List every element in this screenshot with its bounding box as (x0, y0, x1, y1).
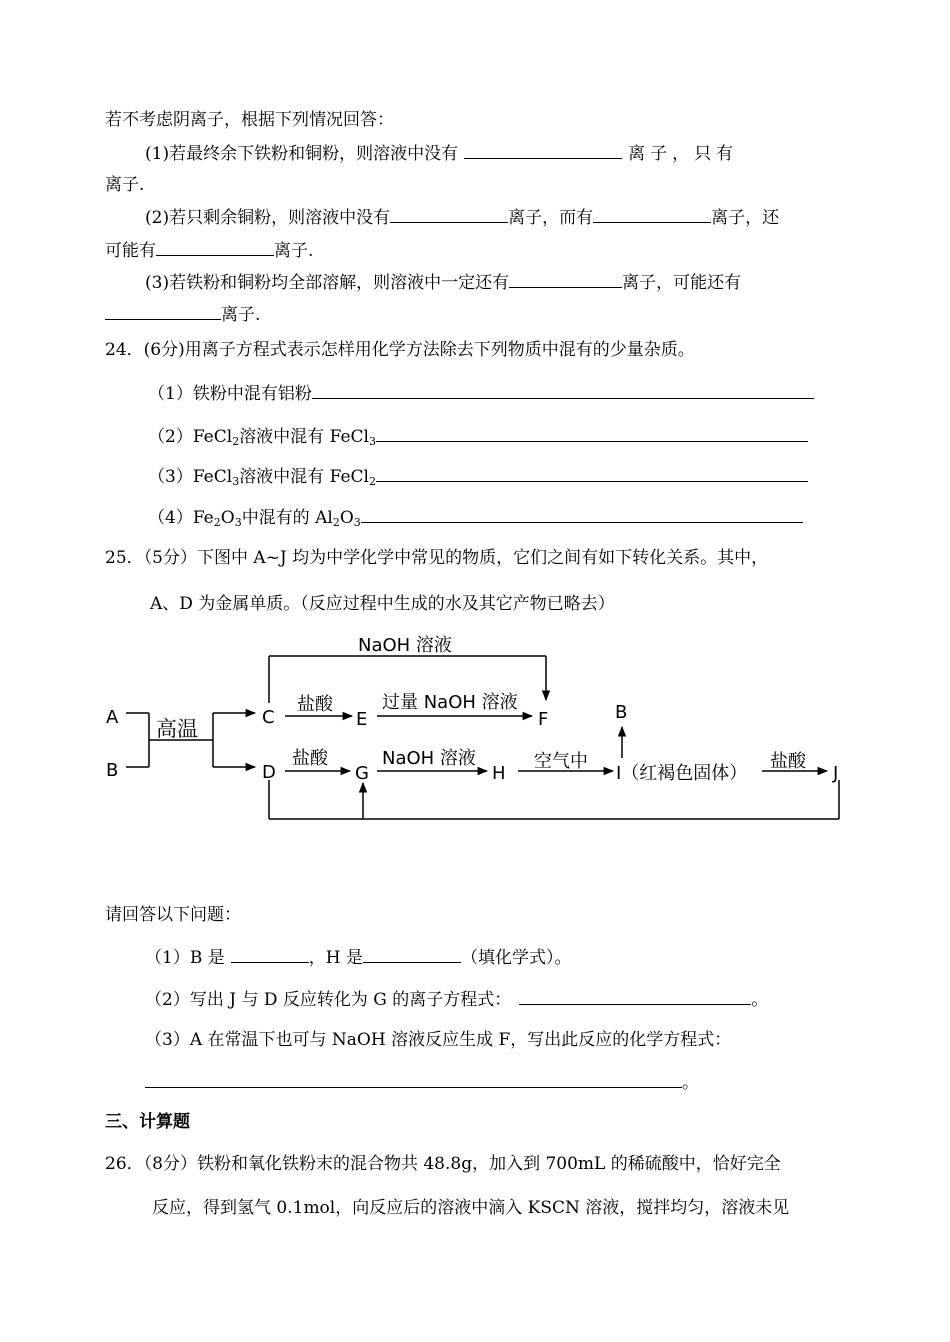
answer-blank[interactable] (156, 241, 274, 256)
q24-item1-text: （1）铁粉中混有铝粉 (148, 384, 312, 404)
q23-part2-text-a: (2)若只剩余铜粉，则溶液中没有 (145, 208, 391, 228)
q23-part1-text-b: 离子，只有 (628, 144, 739, 164)
q24-item3 (148, 467, 808, 486)
q23-part1-line2: 离子. (105, 175, 145, 195)
label-excess-naoh: 过量 NaOH 溶液 (382, 692, 518, 713)
q25-sub2-b: 。 (751, 990, 769, 1010)
answer-blank[interactable] (509, 273, 622, 288)
q24-item4-c: 中混有的 Al (241, 508, 333, 528)
label-air: 空气中 (534, 751, 588, 772)
q23-part2-text-e: 离子. (274, 241, 314, 261)
node-A: A (106, 707, 119, 728)
answer-blank[interactable] (231, 948, 309, 963)
node-G: G (355, 763, 369, 784)
subscript: 3 (232, 475, 240, 488)
q25-sub2-a: （2）写出 J 与 D 反应转化为 G 的离子方程式： (145, 990, 512, 1010)
q23-intro: 若不考虑阴离子，根据下列情况回答： (105, 110, 394, 130)
q25-title: 25．（5分）下图中 A~J 均为中学化学中常见的物质，它们之间有如下转化关系。其中， (105, 548, 769, 568)
answer-blank[interactable] (376, 467, 808, 482)
label-naoh-top: NaOH 溶液 (358, 635, 452, 656)
q23-part2-line2 (105, 241, 313, 260)
q26-line1: 26．（8分）铁粉和氧化铁粉末的混合物共 48.8g，加入到 700mL 的稀硫酸中，恰好完全 (105, 1154, 781, 1174)
q24-item3-a: （3）FeCl (148, 467, 233, 487)
q25-sub1-a: （1）B 是 (145, 948, 225, 968)
answer-blank[interactable] (145, 1073, 682, 1088)
q24-item2 (148, 427, 808, 446)
q23-part1-text-a: (1)若最终余下铁粉和铜粉，则溶液中没有 (145, 144, 459, 164)
answer-blank[interactable] (105, 305, 221, 320)
subscript: 2 (213, 516, 221, 529)
answer-blank[interactable] (519, 990, 751, 1005)
q25-title2: A、D 为金属单质。（反应过程中生成的水及其它产物已略去） (150, 594, 615, 614)
subscript: 2 (368, 475, 376, 488)
node-J: J (833, 763, 839, 784)
q23-part3-line (145, 273, 741, 292)
node-C: C (262, 707, 275, 728)
q23-part3-text-c: 离子. (221, 305, 261, 325)
q25-ask: 请回答以下问题： (105, 905, 241, 925)
subscript: 3 (234, 516, 242, 529)
q24-item2-b: 溶液中混有 FeCl (239, 427, 369, 447)
q23-part3-text-b: 离子，可能还有 (622, 273, 742, 293)
node-B-product: B (615, 702, 628, 723)
q24-item1 (148, 384, 814, 403)
label-naoh-2: NaOH 溶液 (382, 748, 476, 769)
answer-blank[interactable] (464, 144, 622, 159)
subscript: 3 (368, 435, 376, 448)
q25-sub1 (145, 948, 571, 967)
q23-part1-line (145, 144, 738, 163)
q24-title: 24．(6分)用离子方程式表示怎样用化学方法除去下列物质中混有的少量杂质。 (105, 340, 695, 360)
node-F: F (538, 709, 549, 730)
q23-part2-text-d: 可能有 (105, 241, 156, 261)
q23-part3-text-a: (3)若铁粉和铜粉均全部溶解，则溶液中一定还有 (145, 273, 510, 293)
q25-sub2 (145, 990, 768, 1009)
answer-blank[interactable] (363, 948, 461, 963)
q25-sub1-c: （填化学式）。 (460, 948, 572, 968)
q25-sub3-answer (145, 1073, 699, 1092)
reaction-flow-diagram (0, 630, 950, 830)
label-hcl-3: 盐酸 (770, 751, 806, 772)
answer-blank[interactable] (312, 384, 814, 399)
q25-sub3-end: 。 (682, 1073, 699, 1093)
q24-item4 (148, 508, 803, 527)
label-hcl-2: 盐酸 (292, 748, 328, 769)
q24-item4-d: O (339, 508, 354, 528)
subscript: 3 (353, 516, 361, 529)
subscript: 2 (232, 435, 240, 448)
q23-part2-line (145, 208, 779, 227)
answer-blank[interactable] (376, 427, 808, 442)
q24-item4-b: O (220, 508, 235, 528)
section-title: 三、计算题 (105, 1112, 190, 1132)
q23-part2-text-c: 离子，还 (711, 208, 780, 228)
node-E: E (356, 709, 368, 730)
node-I: I（红褐色固体） (616, 763, 748, 784)
answer-blank[interactable] (593, 208, 711, 223)
answer-blank[interactable] (361, 508, 803, 523)
q24-item3-b: 溶液中混有 FeCl (239, 467, 369, 487)
q24-item2-a: （2）FeCl (148, 427, 233, 447)
node-D: D (262, 762, 276, 783)
node-B: B (106, 760, 119, 781)
q23-part3-line2 (105, 305, 260, 324)
node-H: H (492, 763, 506, 784)
q26-line2: 反应，得到氢气 0.1mol，向反应后的溶液中滴入 KSCN 溶液，搅拌均匀，溶液未见 (152, 1198, 790, 1218)
q25-sub3: （3）A 在常温下也可与 NaOH 溶液反应生成 F，写出此反应的化学方程式： (145, 1030, 732, 1050)
subscript: 2 (332, 516, 340, 529)
q25-sub1-b: ，H 是 (308, 948, 363, 968)
q23-part2-text-b: 离子，而有 (508, 208, 594, 228)
label-gaowen: 高温 (156, 717, 198, 741)
label-hcl-1: 盐酸 (297, 694, 333, 715)
answer-blank[interactable] (390, 208, 508, 223)
q24-item4-a: （4）Fe (148, 508, 214, 528)
